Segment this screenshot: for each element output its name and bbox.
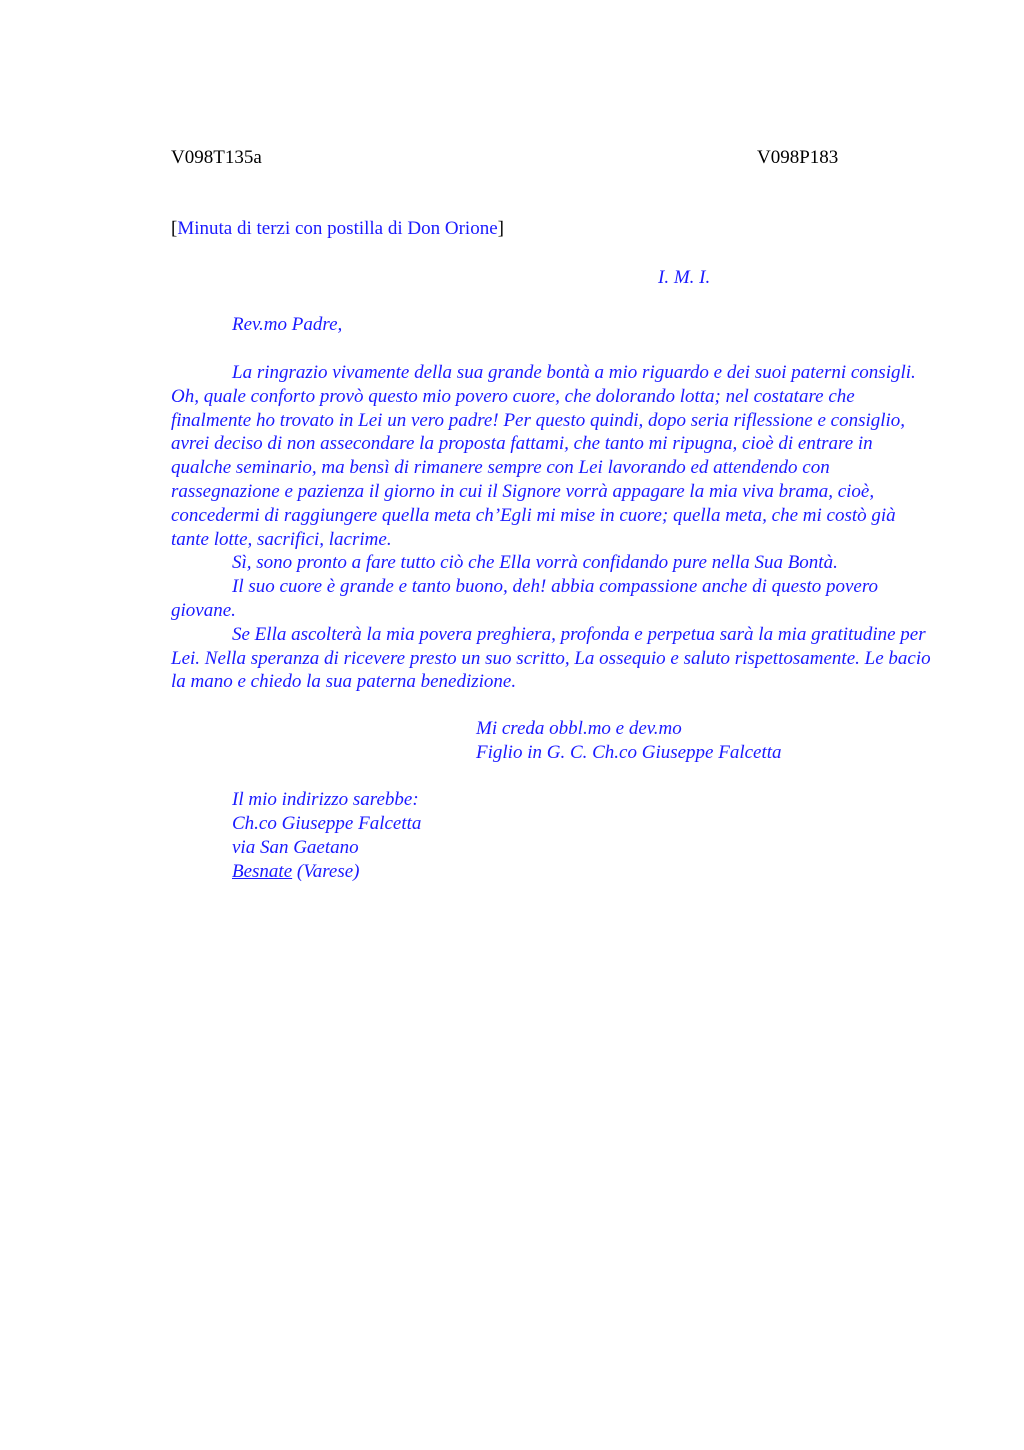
letter-paragraph-3: Il suo cuore è grande e tanto buono, deh! abbia compassione anche di questo povero giovane. — [171, 576, 879, 621]
address-name: Ch.co Giuseppe Falcetta — [232, 813, 422, 834]
letter-paragraph-1: La ringrazio vivamente della sua grande bontà a mio riguardo e dei suoi paterni consigli. Oh, quale conforto provò questo mio povero cuore, che dolorando lotta; nel costatare che finalmente ho trovato in Lei un vero padre! Per questo quindi, dopo seria riflessione e consiglio, avrei deciso di non assecondare la proposta fattami, che tanto mi ripugna, cioè di entrare in qualche seminario, ma bensì di rimanere sempre con Lei lavorando ed attendendo con rassegnazione e pazienza il giorno in cui il Signore vorrà appagare la mia viva brama, cioè, concedermi di raggiungere quella meta ch’Egli mi mise in cuore; quella meta, che mi costò già tante lotte, sacrifici, lacrime. — [171, 362, 916, 550]
signoff-line-1: Mi creda obbl.mo e dev.mo — [476, 718, 682, 739]
document-code-right: V098P183 — [757, 147, 839, 168]
address-intro: Il mio indirizzo sarebbe: — [232, 789, 419, 810]
letter-body — [171, 361, 931, 694]
note-text: Minuta di terzi con postilla di Don Orione — [177, 218, 498, 239]
address-city: Besnate — [232, 861, 293, 882]
document-code-left: V098T135a — [171, 147, 262, 168]
address-city-line — [232, 860, 421, 884]
letter-salutation: Rev.mo Padre, — [232, 314, 343, 335]
letter-paragraph-4: Se Ella ascolterà la mia povera preghiera, profonda e perpetua sarà la mia gratitudine per Lei. Nella speranza di ricevere presto un suo scritto, La ossequio e saluto rispettosamente. Le bacio la mano e chiedo la sua paterna benedizione. — [171, 623, 931, 693]
signoff-line-2: Figlio in G. C. Ch.co Giuseppe Falcetta — [476, 742, 782, 763]
address-street: via San Gaetano — [232, 837, 359, 858]
note-open-bracket: [ — [171, 218, 178, 239]
letter-paragraph-2: Sì, sono pronto a fare tutto ciò che Ella vorrà confidando pure nella Sua Bontà. — [232, 552, 838, 574]
letter-signoff — [476, 717, 782, 765]
address-province: (Varese) — [292, 861, 360, 882]
letter-invocation: I. M. I. — [658, 267, 711, 288]
sender-address — [232, 788, 421, 884]
editorial-note — [171, 217, 504, 241]
note-close-bracket: ] — [497, 218, 504, 239]
